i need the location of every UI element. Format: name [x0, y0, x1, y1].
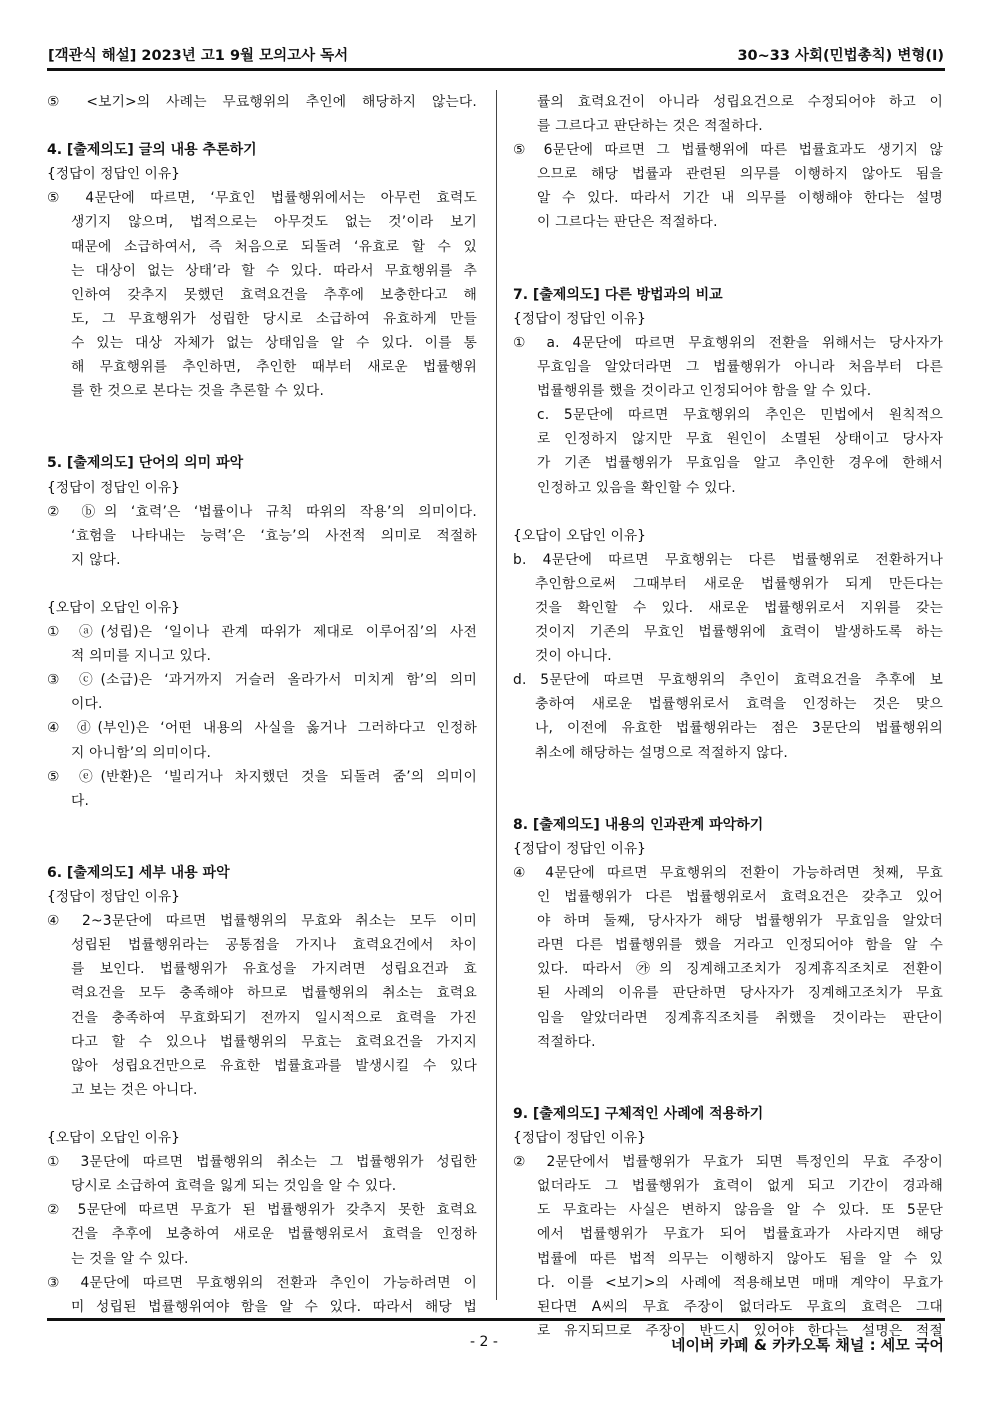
footer-rule: [47, 1318, 945, 1321]
explanation-line: 된다면 A씨의 무효 주장이 없더라도 무효의 효력은 그대: [537, 1298, 943, 1315]
explanation-line: 적절하다.: [537, 1033, 596, 1050]
explanation-line: 적 의미를 지니고 있다.: [71, 648, 212, 665]
explanation-line: 인 법률행위가 다른 법률행위로서 효력요건은 갖추고 있어: [537, 889, 943, 906]
footer-channel: 네이버 카페 & 카카오톡 채널 : 세모 국어: [671, 1336, 944, 1354]
explanation-line: 다고 할 수 있으나 법률행위의 무효는 효력요건을 가지지: [71, 1033, 477, 1050]
explanation-line: ⑤ ⓔ(반환)은 ‘빌리거나 차지했던 것을 되돌려 줌’의 의미이: [47, 768, 477, 785]
explanation-line: 생기지 않으며, 법적으로는 아무것도 없는 것’이라 보기: [71, 214, 477, 231]
explanation-line: 수 있는 대상 자체가 없는 상태임을 알 수 있다. 이를 통: [71, 334, 477, 351]
explanation-line: 도, 그 무효행위가 성립한 당시로 소급하여 유효하게 만들: [71, 310, 477, 327]
question-heading: 8. [출제의도] 내용의 인과관계 파악하기: [513, 816, 764, 833]
explanation-line: ⑤ <보기>의 사례는 무료행위의 추인에 해당하지 않는다.: [47, 94, 477, 110]
explanation-line: 력요건을 모두 충족해야 하므로 법률행위의 취소는 효력요: [71, 985, 477, 1002]
explanation-line: 가 기존 법률행위가 무효임을 알고 추인한 경우에 한해서: [537, 455, 943, 472]
explanation-line: 인하여 갖추지 못했던 효력요건을 추후에 보충한다고 해: [71, 286, 477, 303]
question-heading: 9. [출제의도] 구체적인 사례에 적용하기: [513, 1105, 764, 1122]
explanation-line: 것을 확인할 수 있다. 새로운 법률행위로서 지위를 갖는: [535, 599, 943, 616]
explanation-line: ③ 4문단에 따르면 무효행위의 전환과 추인이 가능하려면 이: [47, 1274, 477, 1291]
explanation-line: 야 하며 둘째, 당사자가 해당 법률행위가 무효임을 알았더: [537, 913, 943, 930]
explanation-line: ④ 4문단에 따르면 무효행위의 전환이 가능하려면 첫째, 무효: [513, 865, 943, 881]
answer-reason-label: {정답이 정답인 이유}: [513, 840, 646, 857]
explanation-line: 이 그르다는 판단은 적절하다.: [537, 214, 718, 231]
spacer: [513, 259, 943, 283]
answer-reason-label: {정답이 정답인 이유}: [513, 1130, 646, 1147]
left-column: [47, 90, 477, 1319]
explanation-line: ‘효험을 나타내는 능력’은 ‘효능’의 사전적 의미로 적절하: [71, 527, 477, 544]
answer-reason-label: {정답이 정답인 이유}: [513, 310, 646, 327]
explanation-line: 무효임을 알았더라면 그 법률행위가 아니라 처음부터 다른: [537, 359, 943, 376]
explanation-line: 지 아니함’의 의미이다.: [71, 744, 212, 761]
answer-reason-label: {정답이 정답인 이유}: [47, 166, 180, 183]
explanation-line: 로 유지되므로 주장이 반드시 있어야 한다는 설명은 적절: [537, 1322, 943, 1339]
spacer: [47, 427, 477, 451]
spacer: [47, 114, 477, 138]
right-column: [513, 90, 943, 1343]
spacer: [513, 765, 943, 789]
spacer: [513, 1054, 943, 1078]
spacer: [47, 1102, 477, 1126]
explanation-line: 임을 알았더라면 징계휴직조치를 취했을 것이라는 판단이: [537, 1009, 943, 1026]
explanation-line: 를 보인다. 법률행위가 유효성을 가지려면 성립요건과 효: [71, 961, 477, 978]
explanation-line: ④ 2~3문단에 따르면 법률행위의 무효와 취소는 모두 이미: [47, 913, 477, 930]
explanation-line: 있다. 따라서 ㉮의 징계해고조치가 징계휴직조치로 전환이: [537, 961, 943, 978]
explanation-line: 것이지 기존의 무효인 법률행위에 효력이 발생하도록 하는: [535, 624, 943, 641]
explanation-line: d. 5문단에 따르면 무효행위의 추인이 효력요건을 추후에 보: [513, 672, 943, 689]
spacer: [513, 235, 943, 259]
explanation-line: ④ ⓓ(부인)은 ‘어떤 내용의 사실을 옳거나 그러하다고 인정하: [47, 720, 477, 737]
explanation-line: ⑤ 4문단에 따르면, ‘무효인 법률행위에서는 아무런 효력도: [47, 190, 477, 207]
question-heading: 4. [출제의도] 글의 내용 추론하기: [47, 142, 257, 159]
explanation-line: ① 3문단에 따르면 법률행위의 취소는 그 법률행위가 성립한: [47, 1154, 477, 1171]
explanation-line: 건을 추후에 보충하여 새로운 법률행위로서 효력을 인정하: [71, 1226, 477, 1243]
explanation-line: 는 것을 알 수 있다.: [71, 1250, 189, 1267]
explanation-line: 도 무효라는 사실은 변하지 않음을 알 수 있다. 또 5문단: [537, 1202, 943, 1219]
header-section: 30~33 사회(민법총칙) 변형(I): [737, 48, 944, 64]
explanation-line: 지 않다.: [71, 551, 121, 568]
explanation-line: ① a. 4문단에 따르면 무효행위의 전환을 위해서는 당사자가: [513, 334, 943, 351]
explanation-line: 로 인정하지 않지만 무효 원인이 소멸된 상태이고 당사자: [537, 431, 943, 448]
explanation-line: 나, 이전에 유효한 법률행위라는 점은 3문단의 법률행위의: [535, 720, 943, 737]
explanation-line: 건을 충족하여 무효화되기 전까지 일시적으로 효력을 가진: [71, 1009, 477, 1026]
explanation-line: 충하여 새로운 법률행위로서 효력을 인정하는 것은 맞으: [535, 696, 943, 713]
explanation-line: 당시로 소급하여 효력을 잃게 되는 것임을 알 수 있다.: [71, 1178, 397, 1195]
explanation-line: 라면 다른 법률행위를 했을 거라고 인정되어야 함을 알 수: [537, 937, 943, 954]
answer-reason-label: {오답이 오답인 이유}: [47, 599, 180, 616]
explanation-line: b. 4문단에 따르면 무효행위는 다른 법률행위로 전환하거나: [513, 551, 943, 568]
explanation-line: 된 사례의 이유를 판단하면 당사자가 징계해고조치가 무효: [537, 985, 943, 1002]
spacer: [513, 1078, 943, 1102]
explanation-line: ② 5문단에 따르면 무효가 된 법률행위가 갖추지 못한 효력요: [47, 1202, 477, 1219]
explanation-line: 않아 성립요건만으로 유효한 법률효과를 발생시킬 수 있다: [71, 1057, 477, 1074]
explanation-line: ② ⓑ의 ‘효력’은 ‘법률이나 규칙 따위의 작용’의 의미이다.: [47, 503, 477, 520]
explanation-line: 추인함으로써 그때부터 새로운 법률행위가 되게 만든다는: [535, 575, 943, 592]
explanation-line: 알 수 있다. 따라서 기간 내 의무를 이행해야 한다는 설명: [537, 190, 943, 207]
explanation-line: 해 무효행위를 추인하면, 추인한 때부터 새로운 법률행위: [71, 359, 477, 376]
explanation-line: 다.: [71, 792, 90, 809]
answer-reason-label: {정답이 정답인 이유}: [47, 479, 180, 496]
explanation-line: 취소에 해당하는 설명으로 적절하지 않다.: [535, 744, 788, 761]
explanation-line: ① ⓐ(성립)은 ‘일이나 관계 따위가 제대로 이루어짐’의 사전: [47, 624, 477, 641]
answer-reason-label: {오답이 오답인 이유}: [513, 527, 646, 544]
explanation-line: ③ ⓒ(소급)은 ‘과거까지 거슬러 올라가서 미치게 함’의 의미: [47, 672, 477, 689]
explanation-line: 법률에 따른 법적 의무는 이행하지 않아도 됨을 알 수 있: [537, 1250, 943, 1267]
explanation-line: 에서 법률행위가 무효가 되어 법률효과가 사라지면 해당: [537, 1226, 943, 1243]
question-heading: 5. [출제의도] 단어의 의미 파악: [47, 455, 244, 472]
explanation-line: 것이 아니다.: [535, 648, 612, 665]
explanation-line: 미 성립된 법률행위여야 함을 알 수 있다. 따라서 해당 법: [71, 1298, 477, 1315]
explanation-line: 성립된 법률행위라는 공통점을 가지나 효력요건에서 차이: [71, 937, 477, 954]
explanation-line: 를 그르다고 판단하는 것은 적절하다.: [537, 118, 763, 135]
explanation-line: 는 대상이 없는 상태’라 할 수 있다. 따라서 무효행위를 추: [71, 262, 477, 279]
explanation-line: 인정하고 있음을 확인할 수 있다.: [537, 479, 736, 496]
explanation-line: ② 2문단에서 법률행위가 무효가 되면 특정인의 무효 주장이: [513, 1154, 943, 1171]
explanation-line: 법률행위를 했을 것이라고 인정되어야 함을 알 수 있다.: [537, 383, 872, 400]
explanation-line: 때문에 소급하여서, 즉 처음으로 되돌려 ‘유효로 할 수 있: [71, 238, 477, 255]
explanation-line: 없더라도 그 법률행위가 효력이 없게 되고 기간이 경과해: [537, 1178, 943, 1195]
column-divider: [496, 90, 497, 1300]
explanation-line: 으므로 해당 법률과 관련된 의무를 이행하지 않아도 됨을: [537, 166, 943, 183]
spacer: [513, 500, 943, 524]
header-title: [객관식 해설] 2023년 고1 9월 모의고사 독서: [48, 48, 349, 64]
explanation-line: c. 5문단에 따르면 무효행위의 추인은 민법에서 원칙적으: [537, 407, 943, 424]
explanation-line: 고 보는 것은 아니다.: [71, 1081, 198, 1098]
explanation-line: ⑤ 6문단에 따르면 그 법률행위에 따른 법률효과도 생기지 않: [513, 142, 943, 159]
page-header: [48, 44, 944, 68]
explanation-line: 다. 이를 <보기>의 사례에 적용해보면 매매 계약이 무효가: [537, 1274, 943, 1291]
spacer: [47, 813, 477, 837]
spacer: [47, 403, 477, 427]
question-heading: 6. [출제의도] 세부 내용 파악: [47, 865, 230, 881]
answer-reason-label: {오답이 오답인 이유}: [47, 1130, 180, 1147]
question-heading: 7. [출제의도] 다른 방법과의 비교: [513, 286, 723, 303]
explanation-line: 이다.: [71, 696, 103, 713]
spacer: [47, 572, 477, 596]
answer-reason-label: {정답이 정답인 이유}: [47, 889, 180, 906]
header-rule: [47, 68, 945, 71]
explanation-line: 률의 효력요건이 아니라 성립요건으로 수정되어야 하고 이: [537, 94, 943, 110]
spacer: [513, 789, 943, 813]
page-number: - 2 -: [470, 1334, 498, 1350]
spacer: [47, 837, 477, 861]
explanation-line: 를 한 것으로 본다는 것을 추론할 수 있다.: [71, 383, 325, 400]
